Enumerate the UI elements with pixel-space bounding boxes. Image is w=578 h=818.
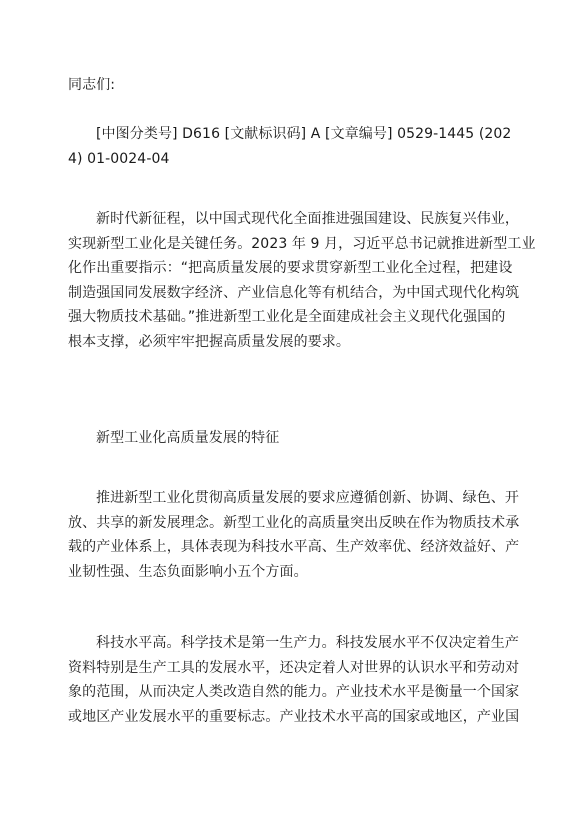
tech-level-line: 或地区产业发展水平的重要标志。产业技术水平高的国家或地区，产业国 <box>68 708 520 725</box>
characteristics-line: 推进新型工业化贯彻高质量发展的要求应遵循创新、协调、绿色、开 <box>96 490 519 506</box>
tech-level-paragraph <box>68 631 520 729</box>
intro-paragraph <box>68 207 536 354</box>
intro-line: 实现新型工业化是关键任务。2023 年 9 月，习近平总书记就推进新型工业 <box>68 235 536 252</box>
intro-line: 强大物质技术基础。”推进新型工业化是全面建成社会主义现代化强国的 <box>68 309 506 325</box>
intro-line: 化作出重要指示：“把高质量发展的要求贯穿新型工业化全过程，把建设 <box>68 260 513 276</box>
section-heading-text: 新型工业化高质量发展的特征 <box>96 430 280 446</box>
classification-line: [中图分类号] D616 [文献标识码] A [文章编号] 0529-1445 (202 <box>96 126 512 142</box>
characteristics-line: 业韧性强、生态负面影响小五个方面。 <box>68 563 308 580</box>
classification-line: 4) 01-0024-04 <box>68 150 170 167</box>
tech-level-line: 资料特别是生产工具的发展水平，还决定着人对世界的认识水平和劳动对 <box>68 659 520 676</box>
salutation <box>68 73 520 98</box>
section-heading <box>68 426 520 451</box>
tech-level-line: 科技水平高。科学技术是第一生产力。科技发展水平不仅决定着生产 <box>96 635 519 651</box>
characteristics-paragraph <box>68 486 520 584</box>
intro-line: 根本支撑，必须牢牢把握高质量发展的要求。 <box>68 333 350 350</box>
classification-block <box>68 122 520 171</box>
intro-line: 新时代新征程，以中国式现代化全面推进强国建设、民族复兴伟业， <box>96 211 519 227</box>
salutation-text: 同志们: <box>68 77 116 93</box>
tech-level-line: 象的范围，从而决定人类改造自然的能力。产业技术水平是衡量一个国家 <box>68 684 520 700</box>
characteristics-line: 载的产业体系上，具体表现为科技水平高、生产效率优、经济效益好、产 <box>68 539 520 555</box>
characteristics-line: 放、共享的新发展理念。新型工业化的高质量突出反映在作为物质技术承 <box>68 514 520 531</box>
intro-line: 制造强国同发展数字经济、产业信息化等有机结合，为中国式现代化构筑 <box>68 284 520 301</box>
